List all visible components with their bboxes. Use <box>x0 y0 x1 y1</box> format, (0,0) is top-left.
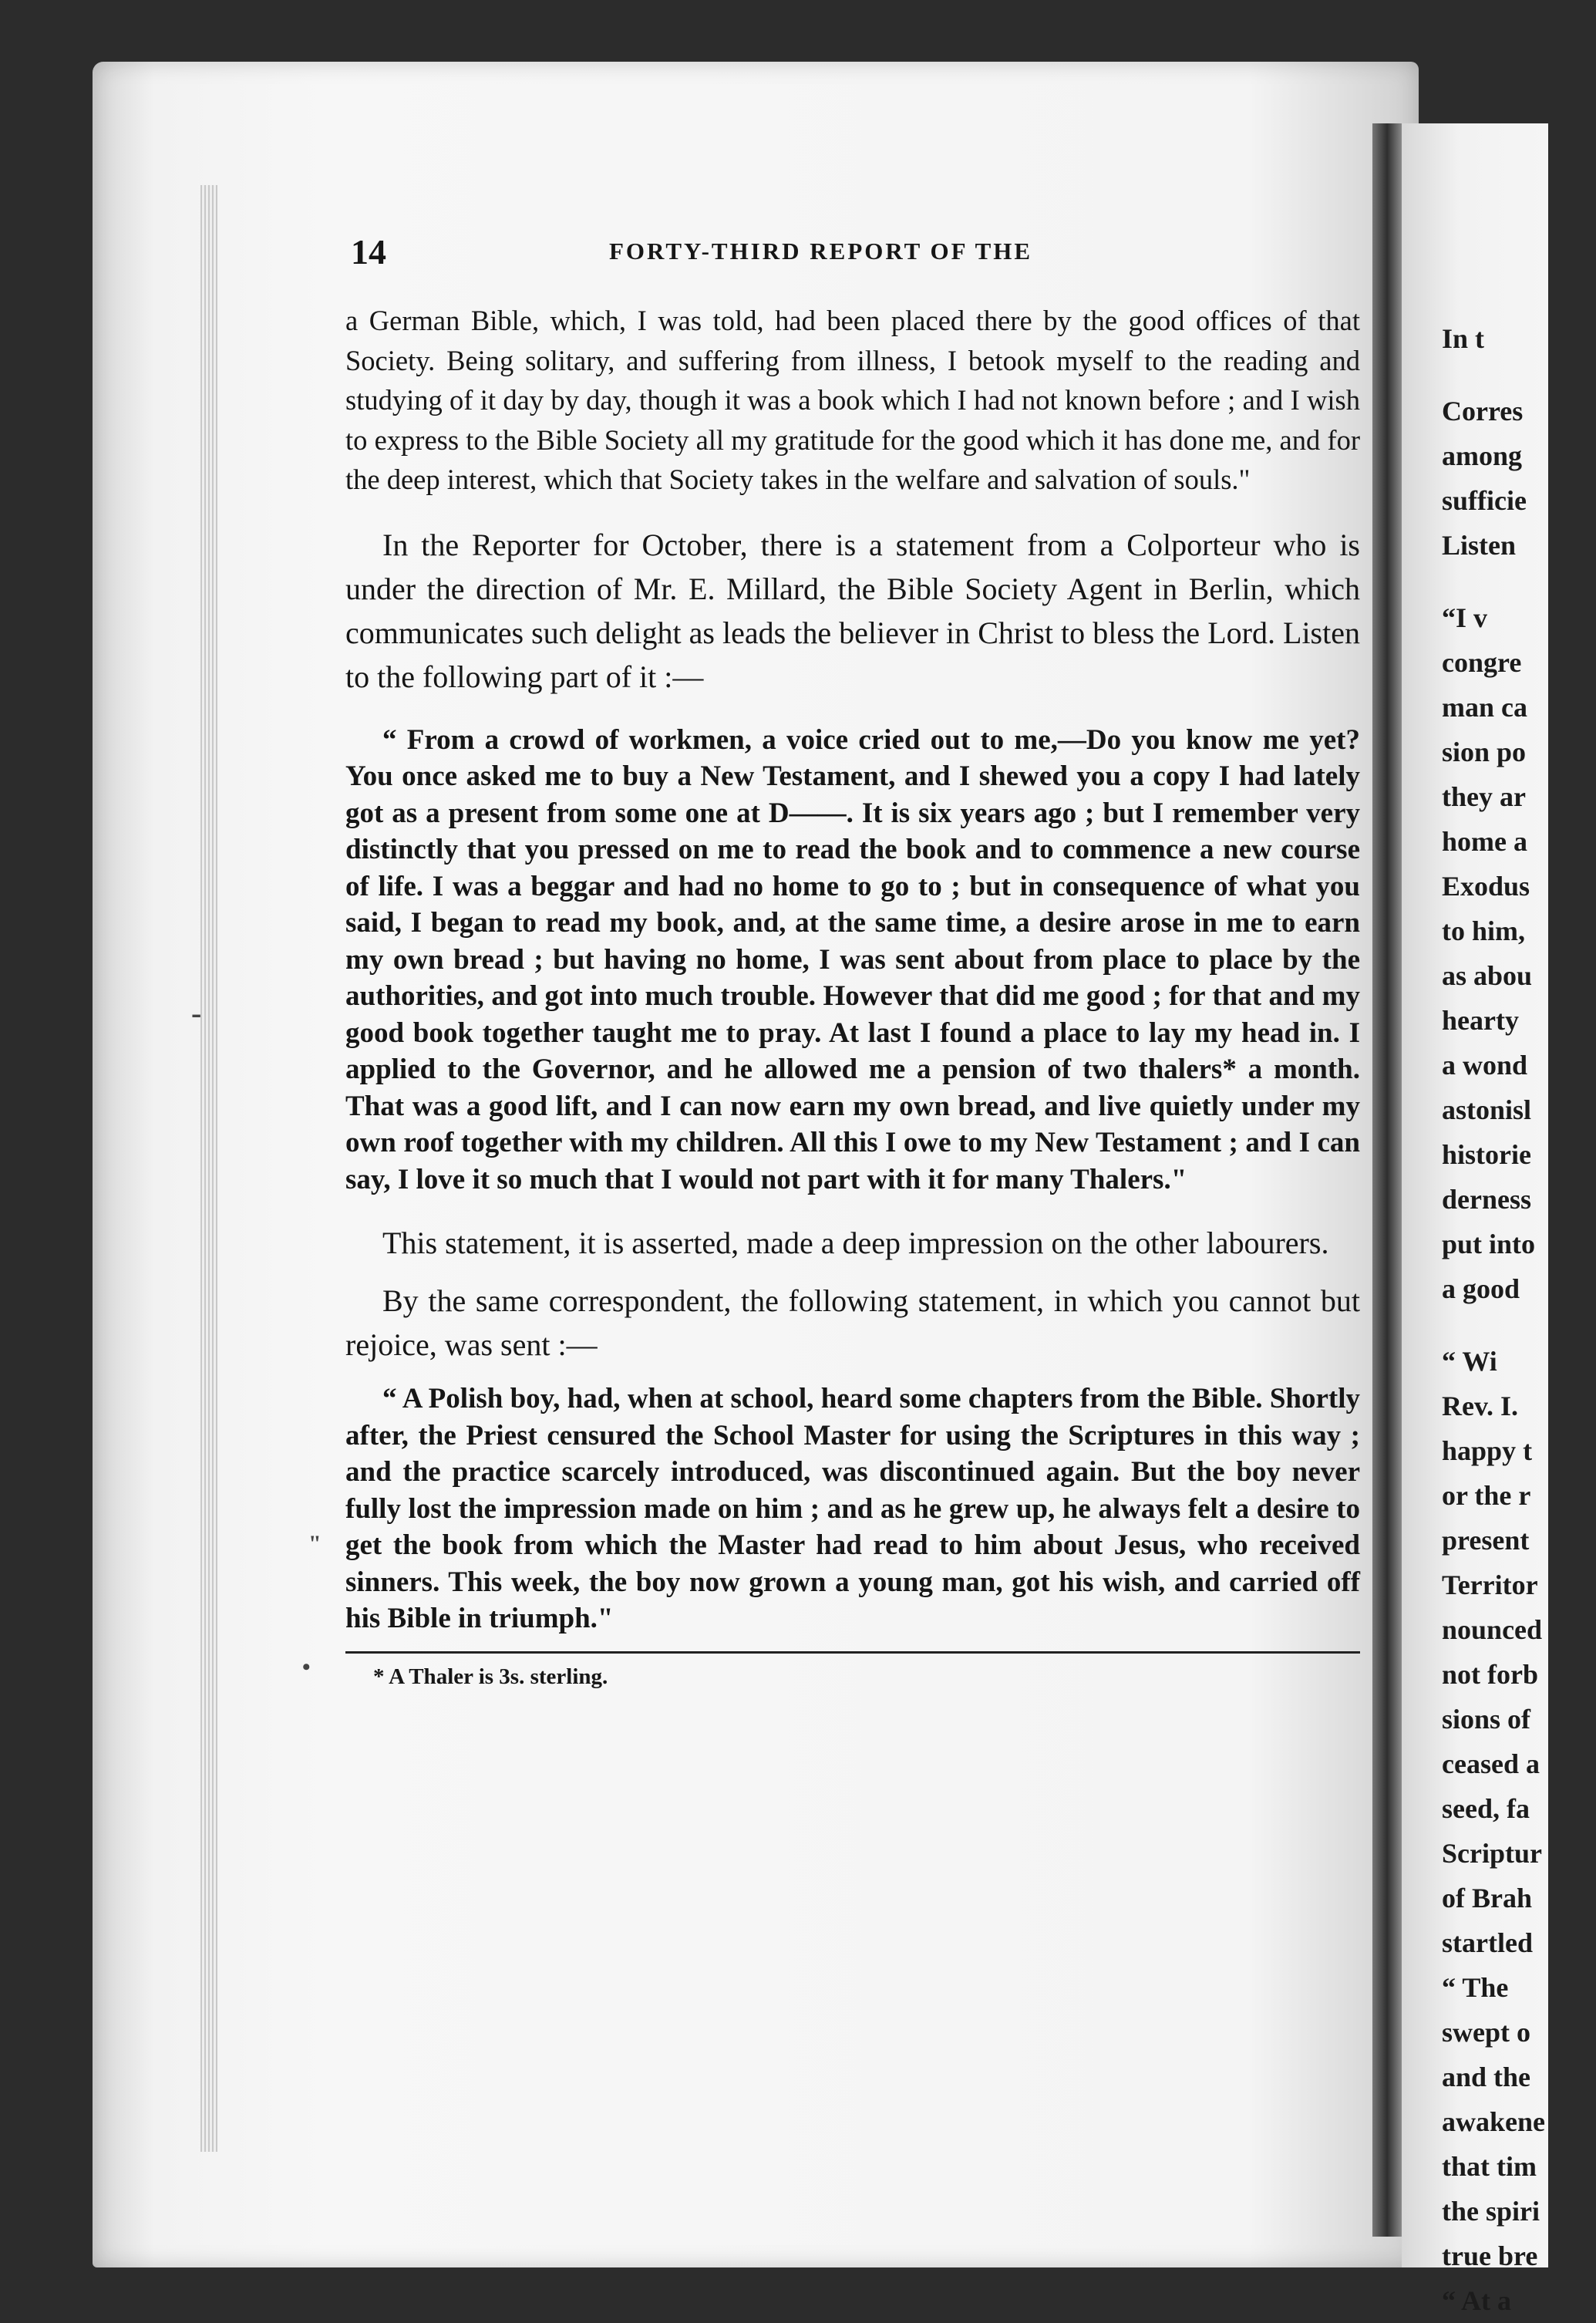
running-head: FORTY-THIRD REPORT OF THE <box>609 238 1033 265</box>
right-line: “I v <box>1442 602 1488 633</box>
book-gutter <box>1372 123 1402 2237</box>
right-line: Scriptur <box>1442 1838 1542 1869</box>
paragraph-reporter-october: In the Reporter for October, there is a statement from a Colporteur who is under the direction of Mr. E. Millard, the Bible Society Agent in Berlin, which communicates such delight as leads the believer in Christ to bless the Lord. Listen to the following part of it :— <box>345 527 1360 694</box>
right-line: Corres <box>1442 396 1524 427</box>
right-page-text <box>1442 316 1596 2323</box>
right-line: Exodus <box>1442 871 1530 902</box>
right-line: they ar <box>1442 781 1526 812</box>
right-line: and the <box>1442 2062 1531 2092</box>
right-line: startled <box>1442 1927 1533 1958</box>
paragraph-same-correspondent: By the same correspondent, the following statement, in which you cannot but rejoice, was sent :— <box>345 1283 1360 1362</box>
right-line: home a <box>1442 826 1527 857</box>
right-line: among <box>1442 440 1523 471</box>
right-line: sufficie <box>1442 485 1527 516</box>
right-line: “ At a <box>1442 2285 1511 2316</box>
right-line: “ Wi <box>1442 1346 1497 1377</box>
right-line: Rev. I. <box>1442 1391 1518 1421</box>
right-line: the spiri <box>1442 2196 1540 2227</box>
paragraph-deep-impression: This statement, it is asserted, made a deep impression on the other labourers. <box>382 1226 1329 1260</box>
right-line: of Brah <box>1442 1883 1532 1913</box>
body-text <box>345 301 1360 1690</box>
right-line: In t <box>1442 323 1485 354</box>
right-line: Territor <box>1442 1569 1538 1600</box>
right-line: hearty <box>1442 1005 1519 1036</box>
right-line: a good <box>1442 1273 1520 1304</box>
right-line: sion po <box>1442 737 1527 767</box>
right-line: swept o <box>1442 2017 1530 2048</box>
margin-dash-mark: - <box>191 996 202 1030</box>
right-line: congre <box>1442 647 1522 678</box>
footnote-rule <box>345 1651 1360 1654</box>
right-line: “ The <box>1442 1972 1509 2003</box>
right-line: seed, fa <box>1442 1793 1530 1824</box>
right-line: a wond <box>1442 1050 1528 1081</box>
page-edge-stack <box>200 185 217 2152</box>
right-line: as abou <box>1442 960 1533 991</box>
margin-tick-mark: " <box>308 1531 322 1556</box>
right-line: astonisl <box>1442 1094 1532 1125</box>
right-line: derness <box>1442 1184 1531 1215</box>
right-line: put into <box>1442 1229 1536 1259</box>
quote-workman: “ From a crowd of workmen, a voice cried out to me,—Do you know me yet? You once asked me to buy a New Testament, and I shewed you a copy I had lately got as a present from some one at D——. It is six years ago ; but I remember very distinctly that you pressed on me to read the book and to commence a new course of life. I was a beggar and had no home to go to ; but in consequence of what you said, I began to read my book, and, at the same time, a desire arose in me to earn my own bread ; but having no home, I was sent about from place to place by the authorities, and got into much trouble. However that did me good ; for that and my good book together taught me to pray. At last I found a place to lay my head in. I applied to the Governor, and he allowed me a pension of two thalers* a month. That was a good lift, and I can now earn my own bread, and live quietly under my own roof together with my children. All this I owe to my New Testament ; and I can say, I love it so much that I would not part with it for many Thalers." <box>345 723 1360 1195</box>
right-line: sions of <box>1442 1704 1531 1735</box>
right-line: Listen <box>1442 530 1517 561</box>
quote-polish-boy: “ A Polish boy, had, when at school, heard some chapters from the Bible. Shortly after, the Priest censured the School Master for using the Scriptures in this way ; and the practice scarcely introduced, was discontinued again. But the boy never fully lost the impression made on him ; and as he grew up, he always felt a desire to get the book from which the Master had read to him about Jesus, who received sinners. This week, the boy now grown a young man, got his wish, and carried off his Bible in triumph." <box>345 1383 1360 1634</box>
right-line: ceased a <box>1442 1748 1540 1779</box>
right-line: present <box>1442 1525 1530 1556</box>
footnote: * A Thaler is 3s. sterling. <box>373 1664 608 1689</box>
paragraph-continued-letter: a German Bible, which, I was told, had been placed there by the good offices of that Society. Being solitary, and suffering from illness, I betook myself to the reading and studying of it day by day, though it was a book which I had not known before ; and I wish to express to the Bible Society all my gratitude for the good which it has done me, and for the deep interest, which that Society takes in the welfare and salvation of souls." <box>345 305 1360 495</box>
right-line: awakene <box>1442 2106 1545 2137</box>
right-page-fragment <box>1402 123 1548 2316</box>
right-line: that tim <box>1442 2151 1537 2182</box>
right-line: happy t <box>1442 1435 1533 1466</box>
right-line: historie <box>1442 1139 1531 1170</box>
right-line: nounced <box>1442 1614 1543 1645</box>
margin-bullet-mark: • <box>302 1654 311 1680</box>
page-header <box>351 231 1369 278</box>
right-line: to him, <box>1442 915 1525 946</box>
right-line: man ca <box>1442 692 1527 723</box>
right-line: true bre <box>1442 2240 1538 2271</box>
page-number: 14 <box>351 232 386 271</box>
right-line: not forb <box>1442 1659 1538 1690</box>
right-line: or the r <box>1442 1480 1531 1511</box>
